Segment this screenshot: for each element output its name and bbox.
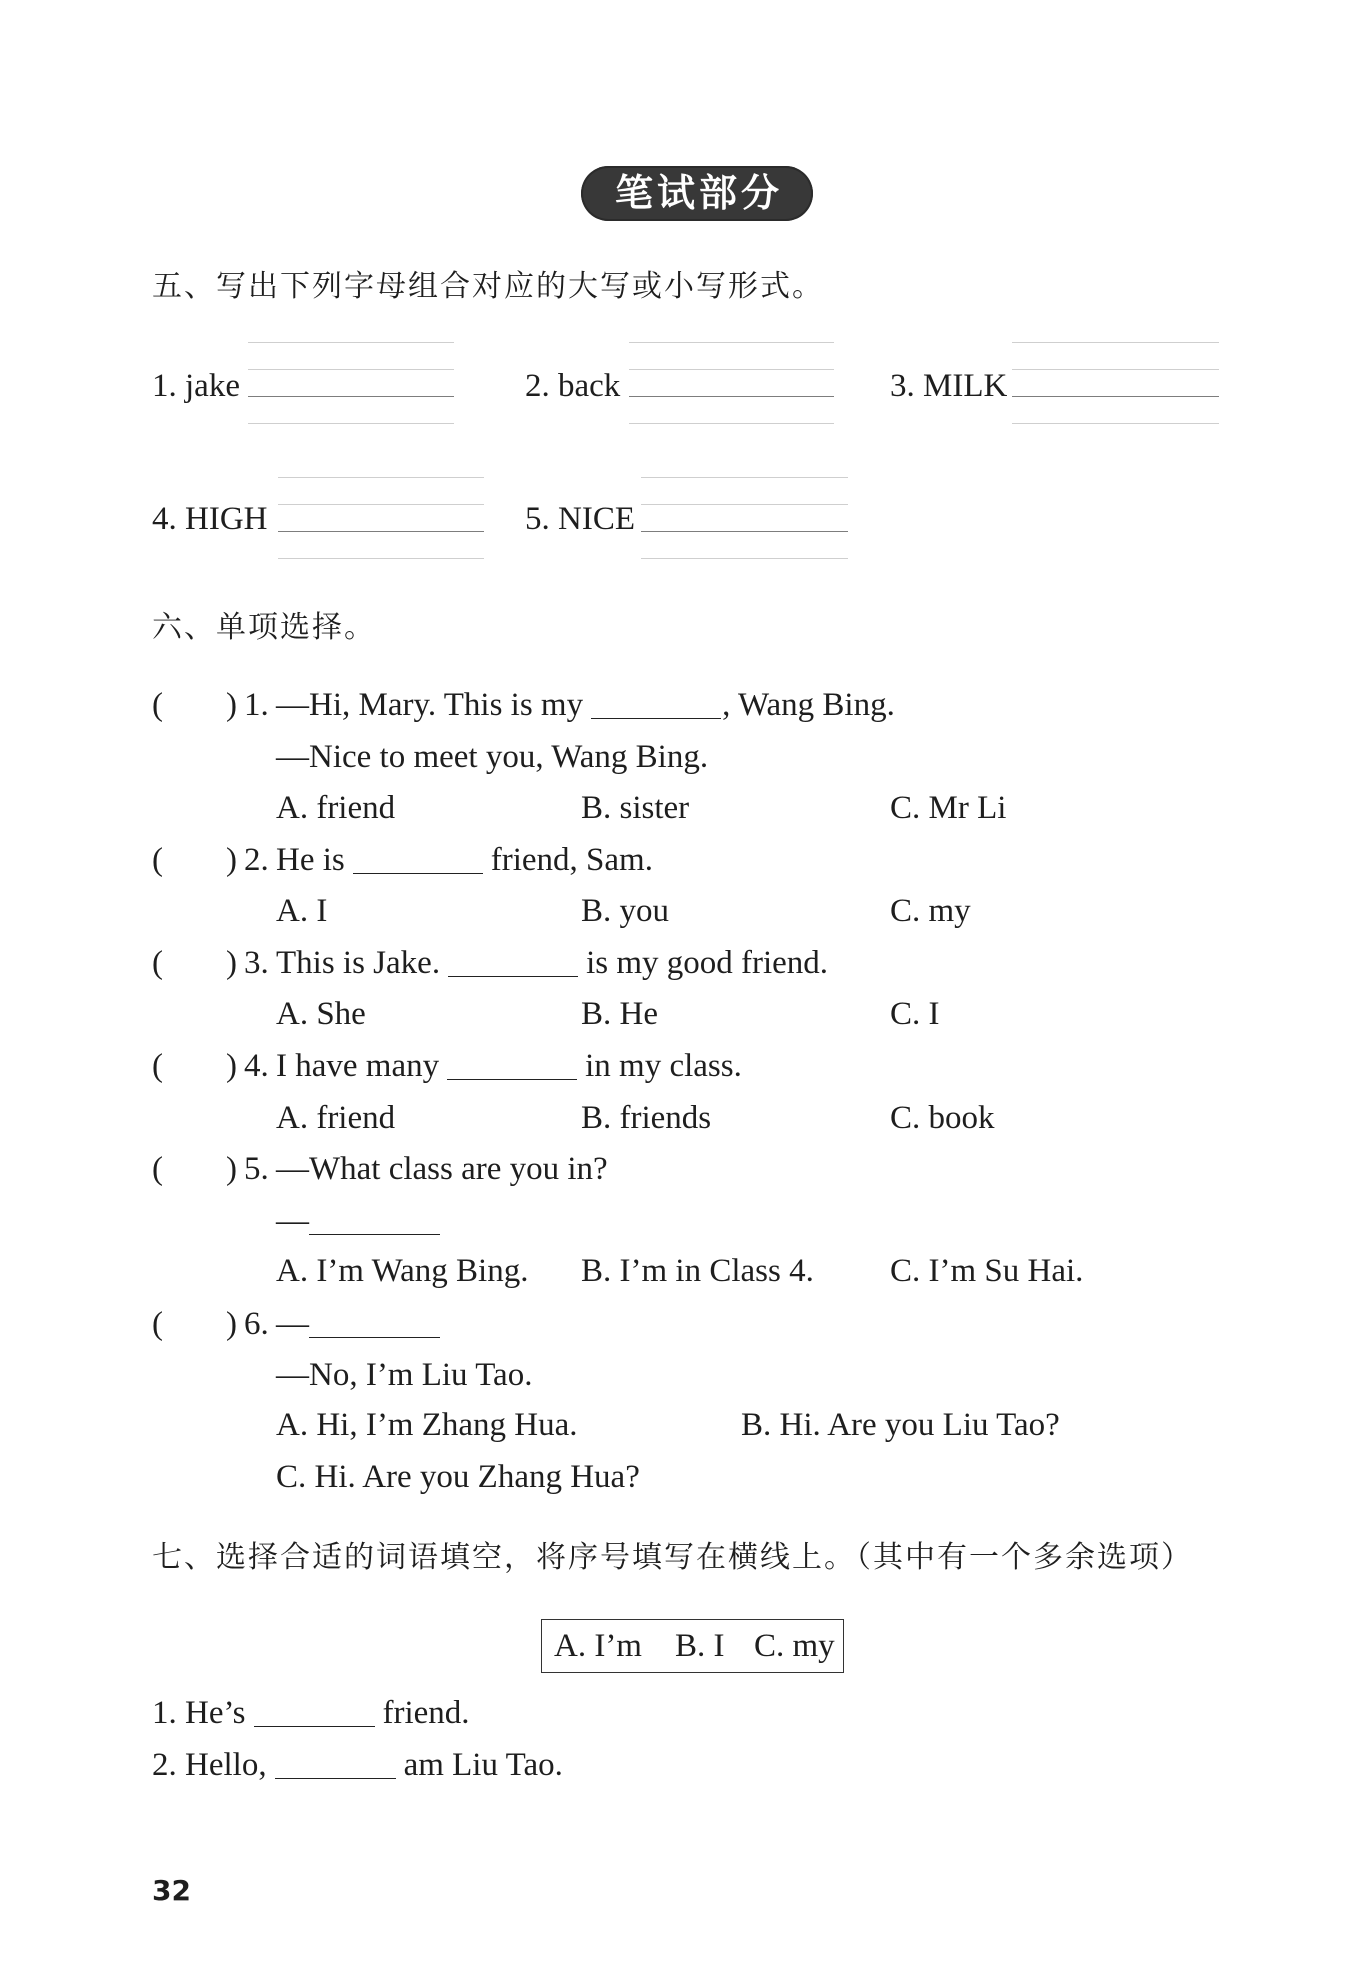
question-number: 5. bbox=[244, 1151, 269, 1187]
option-a: A. She bbox=[276, 996, 366, 1032]
question-stem: — bbox=[276, 1306, 309, 1342]
option-c: C. Mr Li bbox=[890, 790, 1007, 826]
question-stem: I have many bbox=[276, 1048, 440, 1084]
guide-line bbox=[629, 342, 834, 343]
base-line bbox=[629, 396, 834, 397]
section-7-heading: 七、选择合适的词语填空，将序号填写在横线上。（其中有一个多余选项） bbox=[152, 1540, 1193, 1575]
base-line bbox=[1012, 396, 1219, 397]
word-bank-option-c: C. my bbox=[754, 1628, 835, 1664]
question-6 bbox=[0, 1304, 1350, 1344]
sentence-end: friend. bbox=[382, 1695, 470, 1731]
question-stem: —Hi, Mary. This is my bbox=[276, 687, 584, 723]
writing-lines-5 bbox=[641, 477, 848, 559]
guide-line bbox=[1012, 423, 1219, 424]
question-stem: He is bbox=[276, 842, 345, 878]
answer-blank bbox=[309, 1311, 440, 1338]
question-number: 2. bbox=[244, 842, 269, 878]
page-number: 32 bbox=[152, 1874, 191, 1907]
option-c: C. I’m Su Hai. bbox=[890, 1253, 1084, 1289]
question-text bbox=[244, 1149, 608, 1189]
section-6-heading: 六、单项选择。 bbox=[152, 610, 376, 645]
option-b: B. I’m in Class 4. bbox=[581, 1253, 814, 1289]
question-6-reply: —No, I’m Liu Tao. bbox=[276, 1357, 533, 1393]
option-b: B. He bbox=[581, 996, 658, 1032]
written-part-badge: 笔试部分 bbox=[581, 166, 813, 221]
sentence-end: am Liu Tao. bbox=[403, 1747, 563, 1783]
guide-line bbox=[641, 558, 848, 559]
question-2-options bbox=[0, 891, 1350, 931]
question-1-reply: —Nice to meet you, Wang Bing. bbox=[276, 739, 709, 775]
option-b: B. you bbox=[581, 893, 670, 929]
question-4-options bbox=[0, 1098, 1350, 1138]
writing-lines-3 bbox=[1012, 342, 1219, 424]
writing-lines-4 bbox=[278, 477, 484, 559]
option-b: B. sister bbox=[581, 790, 690, 826]
item-5-label: 5. NICE bbox=[525, 501, 635, 537]
question-4 bbox=[0, 1046, 1350, 1086]
question-5-reply bbox=[276, 1201, 448, 1241]
question-stem-end: is my good friend. bbox=[586, 945, 829, 981]
question-number: 6. bbox=[244, 1306, 269, 1342]
guide-line bbox=[248, 369, 454, 370]
guide-line bbox=[1012, 369, 1219, 370]
answer-paren-close: ) bbox=[226, 687, 237, 723]
question-text bbox=[244, 685, 895, 725]
item-2-label: 2. back bbox=[525, 368, 621, 404]
guide-line bbox=[629, 369, 834, 370]
answer-paren-open: ( bbox=[152, 687, 163, 723]
guide-line bbox=[248, 342, 454, 343]
answer-blank bbox=[275, 1752, 396, 1779]
guide-line bbox=[629, 423, 834, 424]
question-text bbox=[244, 1046, 742, 1086]
option-b: B. Hi. Are you Liu Tao? bbox=[741, 1407, 1060, 1443]
word-bank-box bbox=[541, 1619, 844, 1673]
question-2 bbox=[0, 840, 1350, 880]
answer-blank bbox=[447, 1053, 577, 1080]
question-3 bbox=[0, 943, 1350, 983]
answer-blank bbox=[353, 847, 483, 874]
question-stem-end: , Wang Bing. bbox=[722, 687, 895, 723]
answer-paren-close: ) bbox=[226, 842, 237, 878]
guide-line bbox=[278, 477, 484, 478]
question-1-options bbox=[0, 788, 1350, 828]
answer-paren-close: ) bbox=[226, 1048, 237, 1084]
answer-paren-open: ( bbox=[152, 1048, 163, 1084]
base-line bbox=[248, 396, 454, 397]
question-5-options bbox=[0, 1251, 1350, 1291]
option-a: A. I bbox=[276, 893, 328, 929]
answer-paren-close: ) bbox=[226, 1306, 237, 1342]
option-a: A. I’m Wang Bing. bbox=[276, 1253, 529, 1289]
word-bank-option-a: A. I’m bbox=[554, 1628, 642, 1664]
writing-lines-2 bbox=[629, 342, 834, 424]
option-a: A. Hi, I’m Zhang Hua. bbox=[276, 1407, 578, 1443]
writing-lines-1 bbox=[248, 342, 454, 424]
option-a: A. friend bbox=[276, 790, 396, 826]
question-text bbox=[244, 943, 828, 983]
fill-sentence-1 bbox=[152, 1693, 470, 1733]
question-3-options bbox=[0, 994, 1350, 1034]
question-stem-end: friend, Sam. bbox=[490, 842, 653, 878]
answer-blank bbox=[254, 1700, 375, 1727]
question-6-options-row-2 bbox=[0, 1457, 1350, 1497]
guide-line bbox=[641, 477, 848, 478]
item-1-label: 1. jake bbox=[152, 368, 240, 404]
answer-blank bbox=[448, 950, 578, 977]
option-c: C. I bbox=[890, 996, 940, 1032]
question-6-options-row-1 bbox=[0, 1405, 1350, 1445]
guide-line bbox=[248, 423, 454, 424]
answer-paren-open: ( bbox=[152, 1151, 163, 1187]
option-c: C. book bbox=[890, 1100, 995, 1136]
base-line bbox=[641, 531, 848, 532]
question-1 bbox=[0, 685, 1350, 725]
option-c: C. my bbox=[890, 893, 971, 929]
question-stem: This is Jake. bbox=[276, 945, 441, 981]
answer-blank bbox=[309, 1208, 440, 1235]
item-4-label: 4. HIGH bbox=[152, 501, 268, 537]
answer-blank bbox=[591, 692, 721, 719]
sentence-start: 1. He’s bbox=[152, 1695, 246, 1731]
guide-line bbox=[641, 504, 848, 505]
option-a: A. friend bbox=[276, 1100, 396, 1136]
question-number: 3. bbox=[244, 945, 269, 981]
word-bank-option-b: B. I bbox=[675, 1628, 725, 1664]
question-stem: —What class are you in? bbox=[276, 1151, 608, 1187]
guide-line bbox=[278, 504, 484, 505]
fill-sentence-2 bbox=[152, 1745, 563, 1785]
answer-paren-close: ) bbox=[226, 1151, 237, 1187]
option-c: C. Hi. Are you Zhang Hua? bbox=[276, 1459, 640, 1495]
guide-line bbox=[1012, 342, 1219, 343]
reply-dash: — bbox=[276, 1203, 309, 1239]
question-number: 4. bbox=[244, 1048, 269, 1084]
section-5-heading: 五、写出下列字母组合对应的大写或小写形式。 bbox=[152, 269, 824, 304]
question-number: 1. bbox=[244, 687, 269, 723]
question-5 bbox=[0, 1149, 1350, 1189]
question-text bbox=[244, 840, 653, 880]
guide-line bbox=[278, 558, 484, 559]
answer-paren-close: ) bbox=[226, 945, 237, 981]
sentence-start: 2. Hello, bbox=[152, 1747, 267, 1783]
base-line bbox=[278, 531, 484, 532]
item-3-label: 3. MILK bbox=[890, 368, 1008, 404]
answer-paren-open: ( bbox=[152, 945, 163, 981]
question-text bbox=[244, 1304, 448, 1344]
answer-paren-open: ( bbox=[152, 1306, 163, 1342]
option-b: B. friends bbox=[581, 1100, 712, 1136]
question-stem-end: in my class. bbox=[585, 1048, 742, 1084]
answer-paren-open: ( bbox=[152, 842, 163, 878]
